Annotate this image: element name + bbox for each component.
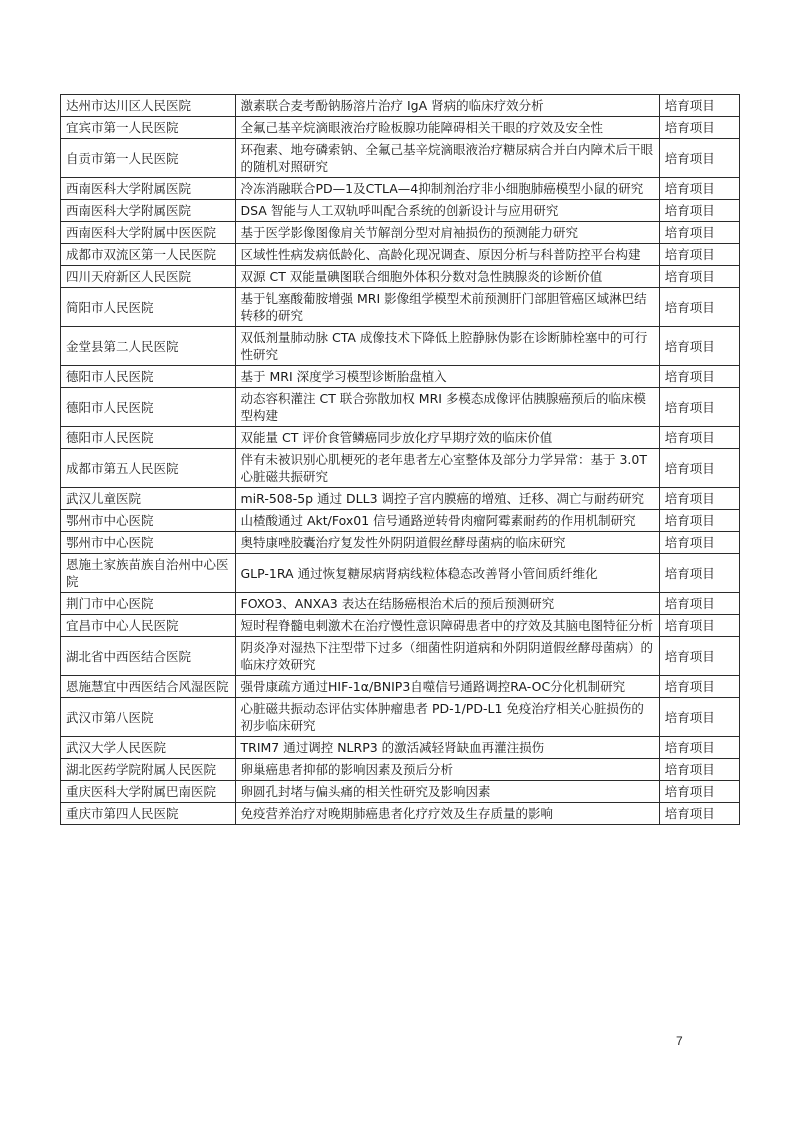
table-row (61, 554, 740, 593)
hospital-cell: 恩施土家族苗族自治州中心医院 (61, 554, 236, 593)
hospital-cell: 德阳市人民医院 (61, 366, 236, 388)
project-type-cell: 培育项目 (659, 803, 739, 825)
project-type-cell: 培育项目 (659, 698, 739, 737)
table-row (61, 288, 740, 327)
hospital-cell: 武汉市第八医院 (61, 698, 236, 737)
project-title-cell: FOXO3、ANXA3 表达在结肠癌根治术后的预后预测研究 (235, 593, 659, 615)
table-row (61, 266, 740, 288)
table-row (61, 117, 740, 139)
table-row (61, 532, 740, 554)
project-type-cell: 培育项目 (659, 615, 739, 637)
project-title-cell: 奥特康唑胶囊治疗复发性外阴阴道假丝酵母菌病的临床研究 (235, 532, 659, 554)
hospital-cell: 达州市达川区人民医院 (61, 95, 236, 117)
table-row (61, 759, 740, 781)
project-type-cell: 培育项目 (659, 244, 739, 266)
hospital-cell: 西南医科大学附属医院 (61, 178, 236, 200)
project-type-cell: 培育项目 (659, 676, 739, 698)
page-number: 7 (676, 1034, 683, 1048)
project-type-cell: 培育项目 (659, 178, 739, 200)
table-row (61, 637, 740, 676)
project-type-cell: 培育项目 (659, 737, 739, 759)
table-row (61, 366, 740, 388)
project-type-cell: 培育项目 (659, 593, 739, 615)
project-title-cell: 免疫营养治疗对晚期肺癌患者化疗疗效及生存质量的影响 (235, 803, 659, 825)
project-title-cell: 基于钆塞酸葡胺增强 MRI 影像组学模型术前预测肝门部胆管癌区域淋巴结转移的研究 (235, 288, 659, 327)
project-title-cell: 全氟己基辛烷滴眼液治疗睑板腺功能障碍相关干眼的疗效及安全性 (235, 117, 659, 139)
project-type-cell: 培育项目 (659, 554, 739, 593)
project-title-cell: 区域性性病发病低龄化、高龄化现况调查、原因分析与科普防控平台构建 (235, 244, 659, 266)
table-row (61, 593, 740, 615)
project-type-cell: 培育项目 (659, 637, 739, 676)
table-row (61, 615, 740, 637)
project-title-cell: 动态容积灌注 CT 联合弥散加权 MRI 多模态成像评估胰腺癌预后的临床模型构建 (235, 388, 659, 427)
project-type-cell: 培育项目 (659, 139, 739, 178)
project-type-cell: 培育项目 (659, 222, 739, 244)
hospital-cell: 湖北医药学院附属人民医院 (61, 759, 236, 781)
project-type-cell: 培育项目 (659, 781, 739, 803)
project-title-cell: miR-508-5p 通过 DLL3 调控子宫内膜癌的增殖、迁移、凋亡与耐药研究 (235, 488, 659, 510)
hospital-cell: 自贡市第一人民医院 (61, 139, 236, 178)
project-title-cell: 卵巢癌患者抑郁的影响因素及预后分析 (235, 759, 659, 781)
hospital-cell: 恩施慧宜中西医结合风湿医院 (61, 676, 236, 698)
project-title-cell: 激素联合麦考酚钠肠溶片治疗 IgA 肾病的临床疗效分析 (235, 95, 659, 117)
project-title-cell: 双能量 CT 评价食管鳞癌同步放化疗早期疗效的临床价值 (235, 427, 659, 449)
table-row (61, 698, 740, 737)
project-table (60, 94, 740, 825)
table-row (61, 676, 740, 698)
hospital-cell: 简阳市人民医院 (61, 288, 236, 327)
hospital-cell: 德阳市人民医院 (61, 388, 236, 427)
project-type-cell: 培育项目 (659, 532, 739, 554)
hospital-cell: 宜宾市第一人民医院 (61, 117, 236, 139)
project-title-cell: 冷冻消融联合PD—1及CTLA—4抑制剂治疗非小细胞肺癌模型小鼠的研究 (235, 178, 659, 200)
table-row (61, 449, 740, 488)
project-title-cell: TRIM7 通过调控 NLRP3 的激活减轻肾缺血再灌注损伤 (235, 737, 659, 759)
project-title-cell: 短时程脊髓电刺激术在治疗慢性意识障碍患者中的疗效及其脑电图特征分析 (235, 615, 659, 637)
project-type-cell: 培育项目 (659, 449, 739, 488)
project-title-cell: 阴炎净对湿热下注型带下过多（细菌性阴道病和外阴阴道假丝酵母菌病）的临床疗效研究 (235, 637, 659, 676)
project-title-cell: 基于医学影像图像肩关节解剖分型对肩袖损伤的预测能力研究 (235, 222, 659, 244)
project-title-cell: GLP-1RA 通过恢复糖尿病肾病线粒体稳态改善肾小管间质纤维化 (235, 554, 659, 593)
table-row (61, 427, 740, 449)
project-type-cell: 培育项目 (659, 388, 739, 427)
project-type-cell: 培育项目 (659, 488, 739, 510)
table-row (61, 737, 740, 759)
project-type-cell: 培育项目 (659, 327, 739, 366)
hospital-cell: 湖北省中西医结合医院 (61, 637, 236, 676)
project-type-cell: 培育项目 (659, 759, 739, 781)
project-title-cell: 双源 CT 双能量碘图联合细胞外体积分数对急性胰腺炎的诊断价值 (235, 266, 659, 288)
hospital-cell: 重庆市第四人民医院 (61, 803, 236, 825)
project-title-cell: DSA 智能与人工双轨呼叫配合系统的创新设计与应用研究 (235, 200, 659, 222)
hospital-cell: 四川天府新区人民医院 (61, 266, 236, 288)
hospital-cell: 西南医科大学附属中医医院 (61, 222, 236, 244)
project-type-cell: 培育项目 (659, 366, 739, 388)
table-body (61, 95, 740, 825)
hospital-cell: 德阳市人民医院 (61, 427, 236, 449)
hospital-cell: 宜昌市中心人民医院 (61, 615, 236, 637)
table-row (61, 510, 740, 532)
table-row (61, 95, 740, 117)
project-title-cell: 双低剂量肺动脉 CTA 成像技术下降低上腔静脉伪影在诊断肺栓塞中的可行性研究 (235, 327, 659, 366)
project-type-cell: 培育项目 (659, 427, 739, 449)
project-title-cell: 伴有未被识别心肌梗死的老年患者左心室整体及部分力学异常：基于 3.0T 心脏磁共振研究 (235, 449, 659, 488)
project-type-cell: 培育项目 (659, 95, 739, 117)
hospital-cell: 成都市第五人民医院 (61, 449, 236, 488)
project-type-cell: 培育项目 (659, 510, 739, 532)
table-row (61, 781, 740, 803)
table-row (61, 388, 740, 427)
project-title-cell: 山楂酸通过 Akt/Fox01 信号通路逆转骨肉瘤阿霉素耐药的作用机制研究 (235, 510, 659, 532)
project-title-cell: 卵圆孔封堵与偏头痛的相关性研究及影响因素 (235, 781, 659, 803)
table-row (61, 488, 740, 510)
project-title-cell: 强骨康疏方通过HIF-1α/BNIP3自噬信号通路调控RA-OC分化机制研究 (235, 676, 659, 698)
hospital-cell: 成都市双流区第一人民医院 (61, 244, 236, 266)
hospital-cell: 鄂州市中心医院 (61, 510, 236, 532)
hospital-cell: 武汉儿童医院 (61, 488, 236, 510)
project-title-cell: 环孢素、地夸磷索钠、全氟己基辛烷滴眼液治疗糖尿病合并白内障术后干眼的随机对照研究 (235, 139, 659, 178)
hospital-cell: 鄂州市中心医院 (61, 532, 236, 554)
table-row (61, 200, 740, 222)
project-type-cell: 培育项目 (659, 117, 739, 139)
table-row (61, 803, 740, 825)
hospital-cell: 武汉大学人民医院 (61, 737, 236, 759)
table-row (61, 244, 740, 266)
project-type-cell: 培育项目 (659, 200, 739, 222)
project-type-cell: 培育项目 (659, 266, 739, 288)
hospital-cell: 重庆医科大学附属巴南医院 (61, 781, 236, 803)
table-row (61, 178, 740, 200)
hospital-cell: 荆门市中心医院 (61, 593, 236, 615)
table-row (61, 327, 740, 366)
project-type-cell: 培育项目 (659, 288, 739, 327)
hospital-cell: 金堂县第二人民医院 (61, 327, 236, 366)
hospital-cell: 西南医科大学附属医院 (61, 200, 236, 222)
table-row (61, 139, 740, 178)
table-row (61, 222, 740, 244)
project-title-cell: 基于 MRI 深度学习模型诊断胎盘植入 (235, 366, 659, 388)
project-title-cell: 心脏磁共振动态评估实体肿瘤患者 PD-1/PD-L1 免疫治疗相关心脏损伤的初步临床研究 (235, 698, 659, 737)
